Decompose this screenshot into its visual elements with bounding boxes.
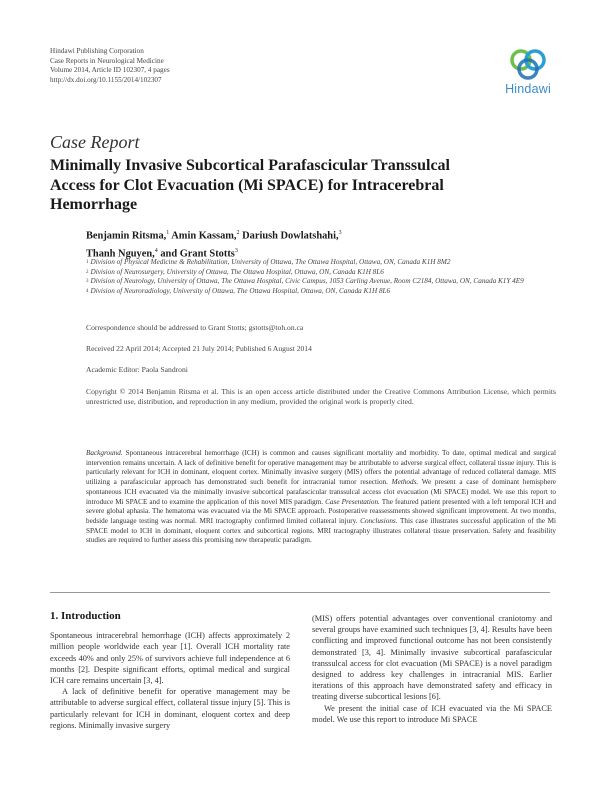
hindawi-logo bbox=[502, 47, 554, 96]
author-affil-ref: 4 bbox=[154, 247, 158, 254]
copyright-notice: Copyright © 2014 Benjamin Ritsma et al. This is an open access article distributed under the Creative Commons Attribution License, which permits unrestricted use, distribution, and reproduction in any medium, provided the original work is properly cited. bbox=[86, 387, 556, 407]
section-heading-introduction: 1. Introduction bbox=[50, 610, 121, 622]
abstract-methods: We present a case of dominant hemisphere spontaneous ICH evacuated via the minimally invasive subcortical parafascicular transsulcal access clot evacuation (Mi SPACE) model. We use this report to introduce Mi SPACE and to examine the application of this novel MIS paradigm. bbox=[86, 478, 556, 506]
affiliation-text: Division of Neurology, University of Ottawa, The Ottawa Hospital, Civic Campus, 1053 Carling Avenue, Room C2184, Ottawa, ON, Canada K1Y 4E9 bbox=[90, 277, 524, 286]
affiliation-item bbox=[86, 268, 556, 278]
abstract-background: Spontaneous intracerebral hemorrhage (ICH) is common and causes significant mortality and morbidity. To date, optimal medical and surgical intervention remains uncertain. A lack of definitive benefit for operative management may be attributable to adverse surgical effect, collateral tissue injury. This is particularly relevant for ICH in dominant, eloquent cortex. Minimally invasive surgery (MIS) offers the potential advantage of reduced collateral damage. MIS utilizing a parafascicular approach has demonstrated such benefit for intracranial tumor resection. bbox=[86, 449, 556, 487]
body-column-left bbox=[50, 611, 290, 731]
affiliation-number: 2 bbox=[86, 269, 89, 275]
affiliation-item bbox=[86, 287, 556, 297]
affiliation-item bbox=[86, 277, 556, 287]
paragraph: We present the initial case of ICH evacuated via the Mi SPACE model. We use this report to introduce Mi SPACE bbox=[312, 703, 552, 724]
logo-wordmark: Hindawi bbox=[505, 82, 551, 96]
section-divider bbox=[50, 592, 550, 593]
abstract-case-label: Case Presentation. bbox=[325, 497, 380, 506]
author-affil-ref: 3 bbox=[234, 247, 238, 254]
affiliation-number: 1 bbox=[86, 260, 89, 265]
article-title: Minimally Invasive Subcortical Parafascicular Transsulcal Access for Clot Evacuation (Mi SPACE) for Intracerebral Hemorrhage bbox=[50, 157, 450, 213]
author-affil-ref: 1 bbox=[166, 230, 170, 236]
affiliations bbox=[86, 258, 556, 296]
author-affil-ref: 2 bbox=[236, 230, 240, 236]
affiliation-text: Division of Neurosurgery, University of Ottawa, The Ottawa Hospital, Ottawa, ON, Canada K1H 8L6 bbox=[90, 267, 384, 276]
author-list bbox=[86, 226, 506, 262]
paragraph: (MIS) offers potential advantages over conventional craniotomy and several groups have examined such techniques [3, 4]. Results have been conflicting and improved functional outcome has not been consistently demonstrated [3, 4]. Minimally invasive subcortical parafascicular transsulcal access for clot evacuation (Mi SPACE) is a novel paradigm designed to address key challenges in intracranial MIS. Earlier iterations of this approach have demonstrated safety and efficacy in treating diverse subcortical lesions [6]. bbox=[312, 614, 552, 702]
abstract-methods-label: Methods. bbox=[391, 478, 419, 487]
volume-line: Volume 2014, Article ID 102307, 4 pages bbox=[50, 66, 170, 74]
publisher-line: Hindawi Publishing Corporation bbox=[50, 47, 144, 55]
author-name: Dariush Dowlatshahi, bbox=[242, 230, 339, 242]
body-column-right bbox=[312, 613, 552, 725]
abstract-case: The featured patient presented with a left temporal ICH and severe global aphasia. The hematoma was evacuated via the Mi SPACE approach. Postoperative reassessments showed significant improvement. At two months, bedside language testing was normal. MRI tractography confirmed limited collateral injury. bbox=[86, 497, 556, 525]
author-name: Benjamin Ritsma, bbox=[86, 230, 167, 242]
correspondence: Correspondence should be addressed to Grant Stotts; gstotts@toh.on.ca bbox=[86, 323, 304, 332]
author-name: Thanh Nguyen, bbox=[86, 248, 155, 260]
author-affil-ref: 3 bbox=[338, 230, 342, 236]
author-name: and Grant Stotts bbox=[160, 248, 235, 260]
abstract-conclusions: This case illustrates successful application of the Mi SPACE model to ICH in dominant, eloquent cortex and subcortical regions. MRI tractography illustrates collateral tissue preservation. Safety and feasibility studies are required to further assess this promising new therapeutic paradigm. bbox=[86, 516, 557, 545]
doi-link[interactable]: http://dx.doi.org/10.1155/2014/102307 bbox=[50, 75, 162, 84]
academic-editor: Academic Editor: Paola Sandroni bbox=[86, 365, 188, 374]
publication-dates: Received 22 April 2014; Accepted 21 July 2014; Published 6 August 2014 bbox=[86, 344, 312, 353]
journal-header bbox=[50, 47, 170, 85]
abstract bbox=[86, 449, 556, 546]
author-name: Amin Kassam, bbox=[171, 230, 237, 242]
paragraph: Spontaneous intracerebral hemorrhage (ICH) affects approximately 2 million people worldwide each year [1]. Overall ICH mortality rate exceeds 40% and only 25% of survivors achieve full independence at 6 months [2]. Despite significant efforts, optimal medical and surgical ICH care remains uncertain [3, 4]. bbox=[50, 631, 290, 686]
abstract-background-label: Background. bbox=[86, 449, 123, 457]
hindawi-logo-icon bbox=[508, 47, 548, 81]
affiliation-number: 3 bbox=[86, 279, 89, 285]
affiliation-number: 4 bbox=[86, 288, 89, 294]
abstract-conclusions-label: Conclusions. bbox=[360, 516, 398, 525]
affiliation-text: Division of Physical Medicine & Rehabilitation, University of Ottawa, The Ottawa Hospital, Ottawa, ON, Canada K1H 8M2 bbox=[90, 258, 451, 266]
journal-line: Case Reports in Neurological Medicine bbox=[50, 56, 164, 65]
article-type: Case Report bbox=[50, 132, 140, 152]
affiliation-item bbox=[86, 258, 556, 268]
affiliation-text: Division of Neuroradiology, University of Ottawa, The Ottawa Hospital, Ottawa, ON, Canada K1H 8L6 bbox=[90, 286, 391, 295]
paragraph: A lack of definitive benefit for operative management may be attributable to adverse surgical effect, collateral tissue injury [5]. This is particularly relevant for ICH in dominant, eloquent cortex and deep regions. Minimally invasive surgery bbox=[50, 687, 290, 730]
